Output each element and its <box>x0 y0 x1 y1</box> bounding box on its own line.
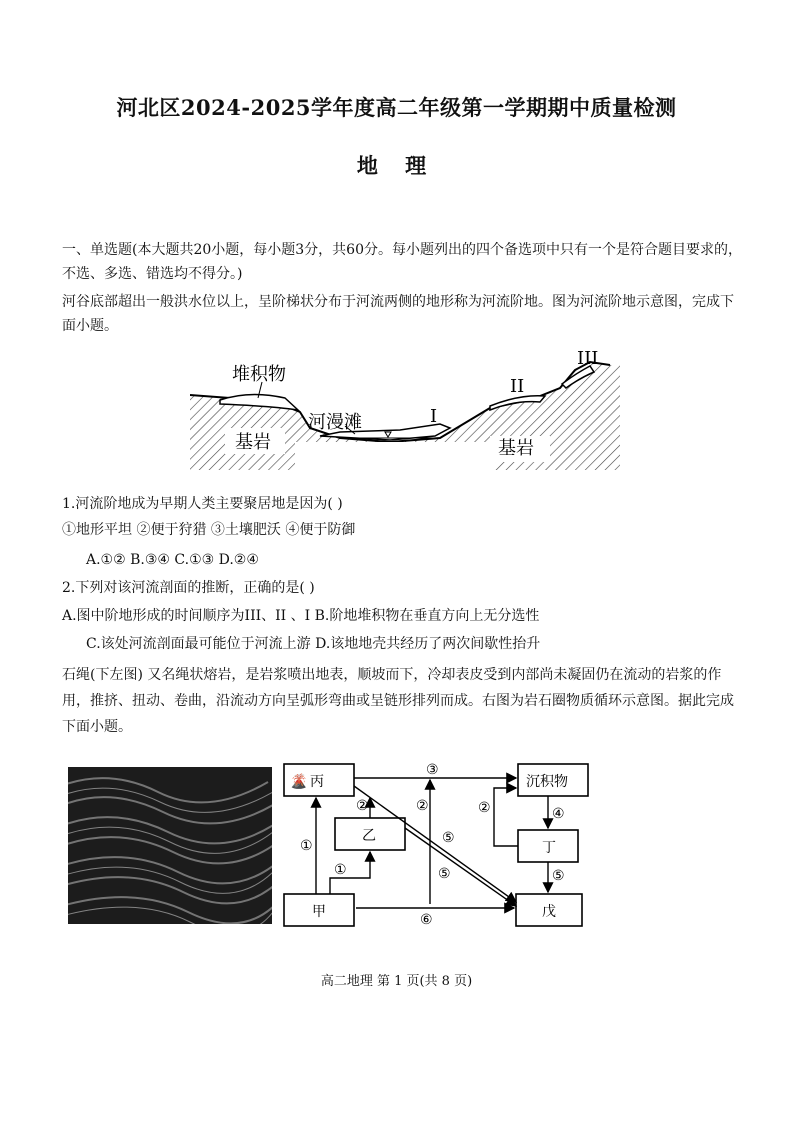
arrow-label-5c: ⑤ <box>552 868 565 884</box>
arrow-label-5a: ⑤ <box>442 830 455 846</box>
box-ding-label: 丁 <box>542 840 556 856</box>
question-2-options-cd: C.该处河流剖面最可能位于河流上游 D.该地地壳共经历了两次间歇性抬升 <box>86 636 541 652</box>
page-title: 河北区2024-2025学年度高二年级第一学期期中质量检测 <box>116 95 677 120</box>
label-floodplain: 河漫滩 <box>308 412 362 433</box>
river-terrace-figure <box>190 350 620 470</box>
arrow-label-1a: ① <box>300 838 313 854</box>
box-sediment-label: 沉积物 <box>526 774 568 790</box>
label-bedrock-right: 基岩 <box>498 438 534 459</box>
label-terrace-2: II <box>510 376 525 397</box>
arrow-label-6: ⑥ <box>420 912 433 928</box>
arrow-label-1b: ① <box>334 862 347 878</box>
question-2-options-ab: A.图中阶地形成的时间顺序为III、II 、I B.阶地堆积物在垂直方向上无分选性 <box>62 608 540 624</box>
box-bing-label: 丙 <box>310 774 324 790</box>
label-deposit: 堆积物 <box>232 364 286 385</box>
arrow-label-2c: ② <box>478 800 491 816</box>
arrow-label-4: ④ <box>552 806 565 822</box>
label-bedrock-left: 基岩 <box>235 432 271 453</box>
question-1-options: A.①② B.③④ C.①③ D.②④ <box>86 552 259 568</box>
rope-lava-photo <box>68 767 272 924</box>
question-1-statements: ①地形平坦 ②便于狩猎 ③土壤肥沃 ④便于防御 <box>62 522 356 538</box>
arrow-label-2b: ② <box>416 798 429 814</box>
passage-rope-lava: 石绳(下左图) 又名绳状熔岩，是岩浆喷出地表，顺坡而下，冷却表皮受到内部尚未凝固仍在流动的岩浆的作用，推挤、扭动、卷曲，沿流动方向呈弧形弯曲或呈链形排列而成。右图为岩石圈物质循环示意图。据此完成下面小题。 <box>62 667 734 735</box>
passage-terrace-intro: 河谷底部超出一般洪水位以上，呈阶梯状分布于河流两侧的地形称为河流阶地。图为河流阶地示意图，完成下面小题。 <box>62 294 734 334</box>
question-2-stem: 2.下列对该河流剖面的推断，正确的是( ) <box>62 580 315 596</box>
box-wu-label: 戊 <box>542 904 556 920</box>
rock-cycle-diagram <box>280 758 595 928</box>
section-instruction: 一、单选题(本大题共20小题，每小题3分，共60分。每小题列出的四个备选项中只有一个是符合题目要求的，不选、多选、错选均不得分。) <box>62 242 742 282</box>
arrow-label-3: ③ <box>426 762 439 778</box>
arrow-label-2a: ② <box>356 798 369 814</box>
label-terrace-3: III <box>577 350 599 369</box>
box-bing-icon: 🌋 <box>290 774 308 790</box>
box-jia-label: 甲 <box>312 904 326 920</box>
label-terrace-1: I <box>430 406 438 427</box>
arrow-label-5b: ⑤ <box>438 866 451 882</box>
box-yi-label: 乙 <box>362 828 376 844</box>
page-footer: 高二地理 第 1 页(共 8 页) <box>320 974 473 989</box>
subject-title: 地 理 <box>356 153 437 178</box>
question-1-stem: 1.河流阶地成为早期人类主要聚居地是因为( ) <box>62 496 343 512</box>
